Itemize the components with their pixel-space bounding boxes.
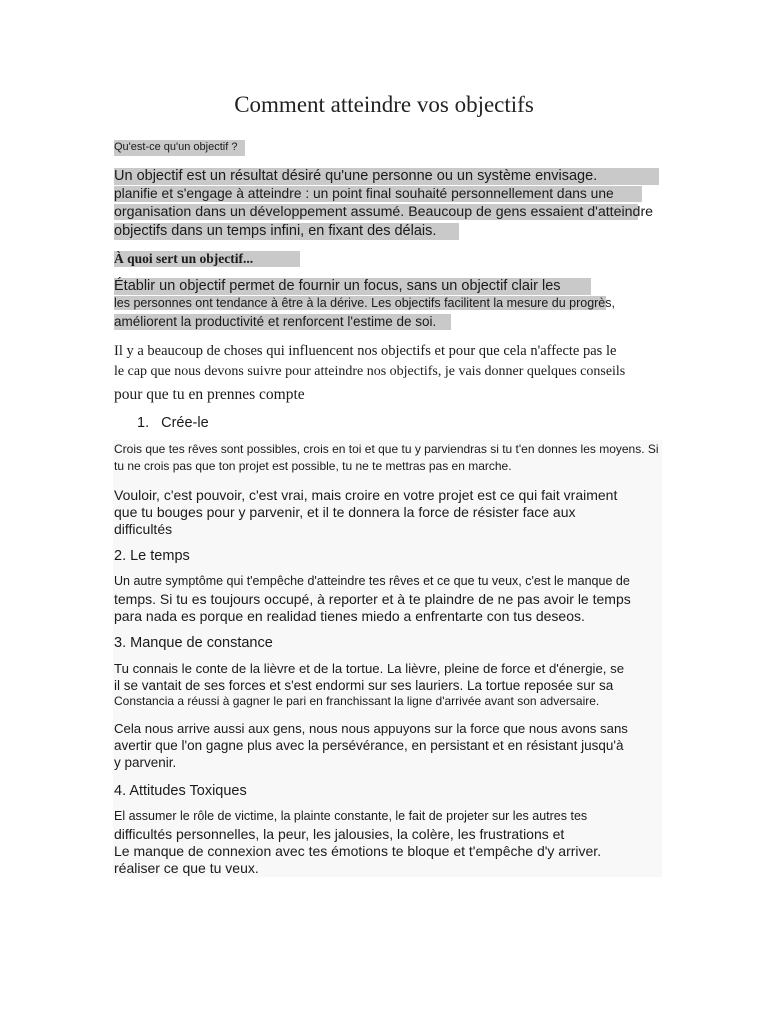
item4-para-line-2: difficultés personnelles, la peur, les jalousies, la colère, les frustrations et xyxy=(114,826,565,842)
item3-para-a-line-1: Tu connais le conte de la lièvre et de la tortue. La lièvre, pleine de force et d'énergie, se xyxy=(114,661,625,676)
para1-line-2: planifie et s'engage à atteindre : un point final souhaité personnellement dans une xyxy=(114,186,642,202)
heading-what-for: À quoi sert un objectif... xyxy=(114,251,300,267)
item1-para-a-line-2: tu ne crois pas que ton projet est possible, tu ne te mettras pas en marche. xyxy=(114,459,512,473)
list-item-1 xyxy=(137,415,209,432)
item3-para-b-line-1: Cela nous arrive aussi aux gens, nous nous appuyons sur la force que nous avons sans xyxy=(114,721,628,736)
item2-para-line-2: temps. Si tu es toujours occupé, à reporter et à te plaindre de ne pas avoir le temps xyxy=(114,591,631,607)
page-title: Comment atteindre vos objectifs xyxy=(234,92,534,117)
intro-line-1: Il y a beaucoup de choses qui influencent nos objectifs et pour que cela n'affecte pas le xyxy=(114,343,617,359)
item2-para-line-3: para nada es porque en realidad tienes miedo a enfrentarte con tus deseos. xyxy=(114,608,585,624)
item4-heading: 4. Attitudes Toxiques xyxy=(114,783,247,799)
item2-para-line-1: Un autre symptôme qui t'empêche d'atteindre tes rêves et ce que tu veux, c'est le manque de xyxy=(114,574,630,588)
item4-para-line-3: Le manque de connexion avec tes émotions te bloque et t'empêche d'y arriver. xyxy=(114,843,602,859)
intro-line-2: le cap que nous devons suivre pour atteindre nos objectifs, je vais donner quelques conseils xyxy=(114,364,626,379)
para1-line-3: organisation dans un développement assumé. Beaucoup de gens essaient d'atteindre xyxy=(114,204,654,220)
para2-line-2: les personnes ont tendance à être à la dérive. Les objectifs facilitent la mesure du progrès, xyxy=(114,296,615,310)
item1-para-b-line-2: que tu bouges pour y parvenir, et il te donnera la force de résister face aux xyxy=(114,504,576,520)
item1-para-b-line-3: difficultés xyxy=(114,521,173,537)
para2-line-1: Établir un objectif permet de fournir un focus, sans un objectif clair les xyxy=(114,278,591,295)
para1-line-1: Un objectif est un résultat désiré qu'une personne ou un système envisage. xyxy=(114,168,659,185)
para1-line-4: objectifs dans un temps infini, en fixant des délais. xyxy=(114,223,459,240)
item1-para-b-line-1: Vouloir, c'est pouvoir, c'est vrai, mais croire en votre projet est ce qui fait vraiment xyxy=(114,487,618,503)
item3-para-a-line-2: il se vantait de ses forces et s'est endormi sur ses lauriers. La tortue reposée sur sa xyxy=(114,678,614,693)
heading-what-is-objective: Qu'est-ce qu'un objectif ? xyxy=(114,140,245,156)
item4-para-line-4: réaliser ce que tu veux. xyxy=(114,860,259,876)
item3-para-a-line-3: Constancia a réussi à gagner le pari en franchissant la ligne d'arrivée avant son adversaire. xyxy=(114,694,600,708)
intro-line-3: pour que tu en prennes compte xyxy=(114,386,305,403)
item3-para-b-line-2: avertir que l'on gagne plus avec la persévérance, en persistant et en résistant jusqu'à xyxy=(114,738,624,753)
item2-heading: 2. Le temps xyxy=(114,548,190,564)
item4-para-line-1: El assumer le rôle de victime, la plainte constante, le fait de projeter sur les autres tes xyxy=(114,809,588,823)
list-item-1-number: 1. xyxy=(137,415,150,431)
para2-line-3: améliorent la productivité et renforcent l'estime de soi. xyxy=(114,314,451,330)
list-item-1-label: Crée-le xyxy=(161,415,209,431)
item3-heading: 3. Manque de constance xyxy=(114,635,273,651)
item1-para-a-line-1: Crois que tes rêves sont possibles, crois en toi et que tu y parviendras si tu t'en donnes les moyens. Si xyxy=(114,442,659,456)
item3-para-b-line-3: y parvenir. xyxy=(114,755,177,770)
